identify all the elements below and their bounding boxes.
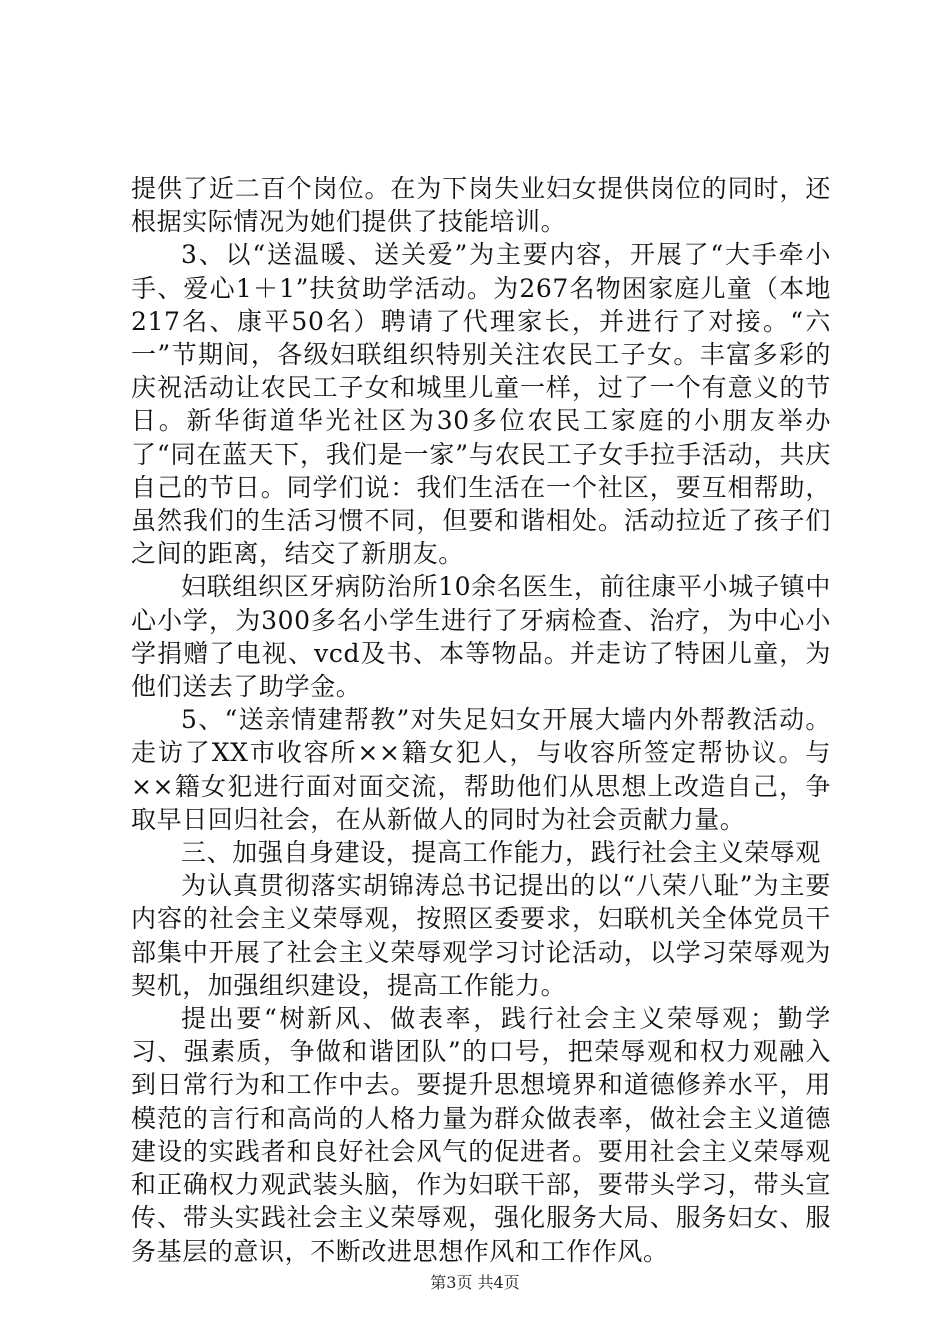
document-body [131,172,831,1268]
paragraph-2: 3、以“送温暖、送关爱”为主要内容，开展了“大手牵小手、爱心1＋1”扶贫助学活动。为267名物困家庭儿童（本地217名、康平50名）聘请了代理家长，并进行了对接。“六一”节期间，各级妇联组织特别关注农民工子女。丰富多彩的庆祝活动让农民工子女和城里儿童一样，过了一个有意义的节日。新华街道华光社区为30多位农民工家庭的小朋友举办了“同在蓝天下，我们是一家”与农民工子女手拉手活动，共庆自己的节日。同学们说：我们生活在一个社区，要互相帮助，虽然我们的生活习惯不同，但要和谐相处。活动拉近了孩子们之间的距离，结交了新朋友。 [131,240,831,569]
paragraph-4: 5、“送亲情建帮教”对失足妇女开展大墙内外帮教活动。走访了XX市收容所××籍女犯人，与收容所签定帮协议。与××籍女犯进行面对面交流，帮助他们从思想上改造自己，争取早日回归社会，在从新做人的同时为社会贡献力量。 [131,705,831,834]
paragraph-1: 提供了近二百个岗位。在为下岗失业妇女提供岗位的同时，还根据实际情况为她们提供了技能培训。 [131,174,831,237]
page-footer: 第3页 共4页 [430,1273,520,1292]
paragraph-6: 提出要“树新风、做表率，践行社会主义荣辱观；勤学习、强素质，争做和谐团队”的口号，把荣辱观和权力观融入到日常行为和工作中去。要提升思想境界和道德修养水平，用模范的言行和高尚的人格力量为群众做表率，做社会主义道德建设的实践者和良好社会风气的促进者。要用社会主义荣辱观和正确权力观武装头脑，作为妇联干部，要带头学习，带头宣传、带头实践社会主义荣辱观，强化服务大局、服务妇女、服务基层的意识，不断改进思想作风和工作作风。 [131,1004,831,1266]
paragraph-5: 为认真贯彻落实胡锦涛总书记提出的以“八荣八耻”为主要内容的社会主义荣辱观，按照区委要求，妇联机关全体党员干部集中开展了社会主义荣辱观学习讨论活动，以学习荣辱观为契机，加强组织建设，提高工作能力。 [131,871,831,1000]
section-heading: 三、加强自身建设，提高工作能力，践行社会主义荣辱观 [181,838,822,868]
paragraph-3: 妇联组织区牙病防治所10余名医生，前往康平小城子镇中心小学，为300多名小学生进行了牙病检查、治疗，为中心小学捐赠了电视、vcd及书、本等物品。并走访了特困儿童，为他们送去了助学金。 [131,572,831,702]
